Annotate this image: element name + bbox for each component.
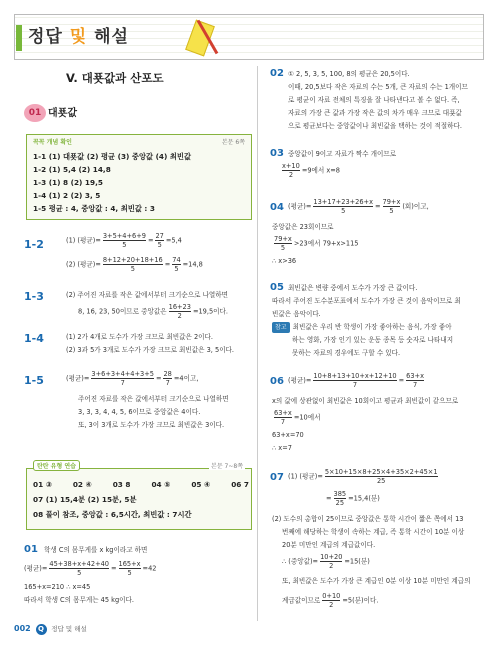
problem-number: 1-2 <box>24 238 44 251</box>
problem-number: 04 <box>270 202 284 213</box>
solution-line: (2) 3과 5가 3개로 도수가 가장 크므로 최빈값은 3, 5이다. <box>66 346 235 354</box>
header-accent-bar <box>16 25 22 51</box>
page-number: 002 <box>14 624 31 633</box>
solution-line: 번째에 해당하는 학생이 속하는 계급, 즉 통학 시간이 10분 이상 <box>282 528 465 536</box>
problem-number: 1-3 <box>24 290 44 303</box>
solution-line: 학생 C의 몸무게를 x kg이라고 하면 <box>44 546 148 554</box>
solution-line: 계급값이므로 $\frac{0+10}{2}$ =5(분)이다. <box>282 592 379 609</box>
concept-check-box <box>26 134 252 220</box>
solution-line: $\frac{x+10}{2}$ =9에서 x=8 <box>282 162 341 179</box>
answer-line: 1-4 (1) 2 (2) 3, 5 <box>33 191 101 200</box>
footer-text: 정답 및 해설 <box>51 625 87 633</box>
problem-number: 01 <box>24 544 38 555</box>
solution-line: 63+x=70 <box>272 431 304 439</box>
box-tag: 탄탄 유형 연습 <box>33 460 80 471</box>
problem-number: 05 <box>270 282 284 293</box>
solution-line: 빈값은 음악이다. <box>272 310 321 318</box>
solution-line: (2) 주어진 자료를 작은 값에서부터 크기순으로 나열하면 <box>66 291 229 299</box>
solution-line: (1) (평균)= $\frac{5\times 10+15\times 8+25\times 4+35\times 2+45\times 1}{25}$ <box>288 468 438 485</box>
answer-line: 08 풀이 참조, 중앙값 : 6,5시간, 최빈값 : 7시간 <box>33 510 192 519</box>
solution-line: (평균)= $\frac{3+6+3+4+4+3+5}{7}$ = $\frac{28}{7}$ =4이고, <box>66 370 199 387</box>
problem-number: 1-5 <box>24 374 44 387</box>
note-line: 못하는 자료의 경우에도 구할 수 있다. <box>292 349 401 357</box>
solution-line: $\frac{79+x}{5}$ >23에서 79+x>115 <box>274 235 359 252</box>
note-line: 참고 최빈값은 우리 반 학생이 가장 좋아하는 음식, 가장 좋아 <box>272 322 452 333</box>
page-footer <box>14 624 87 635</box>
solution-line: 로 평균이 자료 전체의 특징을 잘 나타낸다고 볼 수 없다. 즉, <box>288 96 460 104</box>
problem-number: 07 <box>270 472 284 483</box>
solution-line: (평균)= $\frac{45+38+x+42+40}{5}$ = $\frac{165+x}{5}$ =42 <box>24 560 157 577</box>
solution-line: 또, 최빈값은 도수가 가장 큰 계급인 0분 이상 10분 미만인 계급의 <box>282 577 471 585</box>
column-divider <box>257 66 258 621</box>
problem-number: 02 <box>270 68 284 79</box>
page-reference: 본문 6쪽 <box>221 139 245 146</box>
solution-line: 자료의 가장 큰 값과 가장 작은 값의 차가 매우 크므로 대푯값 <box>288 109 462 117</box>
header-title: 정답 및 해설 <box>28 27 129 47</box>
solution-line: 주어진 자료를 작은 값에서부터 크기순으로 나열하면 <box>78 395 229 403</box>
solution-line: 20분 미만인 계급의 계급값이다. <box>282 541 376 549</box>
solution-line: 따라서 학생 C의 몸무게는 45 kg이다. <box>24 596 135 604</box>
solution-line: 165+x=210 ∴ x=45 <box>24 583 91 591</box>
problem-number: 03 <box>270 148 284 159</box>
solution-line: 3, 3, 3, 4, 4, 5, 6이므로 중앙값은 4이다. <box>78 408 201 416</box>
answer-row: 01 ③ 02 ④ 03 8 04 ⑤ 05 ④ 06 7 <box>33 480 249 489</box>
solution-line: (1) 2가 4개로 도수가 가장 크므로 최빈값은 2이다. <box>66 333 213 341</box>
solution-line: ∴ (중앙값)= $\frac{10+20}{2}$ =15(분) <box>282 553 370 570</box>
answer-line: 1-1 (1) 대푯값 (2) 평균 (3) 중앙값 (4) 최빈값 <box>33 152 192 161</box>
solution-line: (평균)= $\frac{10+8+13+10+x+12+10}{7}$ = $\frac{63+x}{7}$ <box>288 372 424 389</box>
page-reference: 본문 7~8쪽 <box>211 463 243 470</box>
unit-title: 대푯값 <box>48 108 77 119</box>
answer-line: 07 (1) 15,4분 (2) 15분, 5분 <box>33 495 137 504</box>
solution-line: 8, 16, 23, 50이므로 중앙값은 $\frac{16+23}{2}$ =19,5이다. <box>78 303 228 320</box>
solution-line: 중앙값이 9이고 자료가 짝수 개이므로 <box>288 150 397 158</box>
solution-line: 이때, 20,5보다 작은 자료의 수는 5개, 큰 자료의 수는 1개이므 <box>288 83 468 91</box>
answer-line: 1-5 평균 : 4, 중앙값 : 4, 최빈값 : 3 <box>33 204 155 213</box>
solution-line: 중앙값은 23회이므로 <box>272 223 334 231</box>
solution-line: (1) (평균)= $\frac{3+5+4+6+9}{5}$ = $\frac{27}{5}$ =5,4 <box>66 232 182 249</box>
note-tag: 참고 <box>272 322 290 333</box>
solution-line: ① 2, 5, 3, 5, 100, 8의 평균은 20,5이다. <box>288 70 410 78</box>
solution-line: 또, 3이 3개로 도수가 가장 크므로 최빈값은 3이다. <box>78 421 225 429</box>
section-title: V. 대푯값과 산포도 <box>66 71 164 85</box>
answer-line: 1-2 (1) 5,4 (2) 14,8 <box>33 165 111 174</box>
solution-line: (평균)= $\frac{13+17+23+26+x}{5}$ = $\frac{79+x}{5}$ (회)이고, <box>288 198 429 215</box>
solution-line: (2) 도수의 총합이 25이므로 중앙값은 통학 시간이 짧은 쪽에서 13 <box>272 515 464 523</box>
solution-line: ∴ x>36 <box>272 257 297 265</box>
problem-number: 1-4 <box>24 332 44 345</box>
answer-line: 1-3 (1) 8 (2) 19,5 <box>33 178 103 187</box>
solution-line: $\frac{63+x}{7}$ =10에서 <box>274 409 321 426</box>
brand-logo-icon: Q <box>36 624 47 635</box>
note-line: 하는 영화, 가장 인기 있는 운동 종목 등 숫자로 나타내지 <box>292 336 454 344</box>
solution-line: (2) (평균)= $\frac{8+12+20+18+16}{5}$ = $\frac{74}{5}$ =14,8 <box>66 256 203 273</box>
unit-number-badge: 01 <box>24 104 46 122</box>
solution-line: ∴ x=7 <box>272 444 292 452</box>
box-tag: 꼭꼭 개념 확인 <box>33 139 72 146</box>
problem-number: 06 <box>270 376 284 387</box>
solution-line: 따라서 주어진 도수분포표에서 도수가 가장 큰 것이 음악이므로 최 <box>272 297 461 305</box>
solution-line: 최빈값은 변량 중에서 도수가 가장 큰 값이다. <box>288 284 418 292</box>
solution-line: = $\frac{385}{25}$ =15,4(분) <box>326 490 380 507</box>
type-practice-box <box>26 463 252 530</box>
solution-line: x의 값에 상관없이 최빈값은 10회이고 평균과 최빈값이 같으므로 <box>272 397 459 405</box>
solution-line: 으로 평균보다는 중앙값이나 최빈값을 택하는 것이 적절하다. <box>288 122 462 130</box>
